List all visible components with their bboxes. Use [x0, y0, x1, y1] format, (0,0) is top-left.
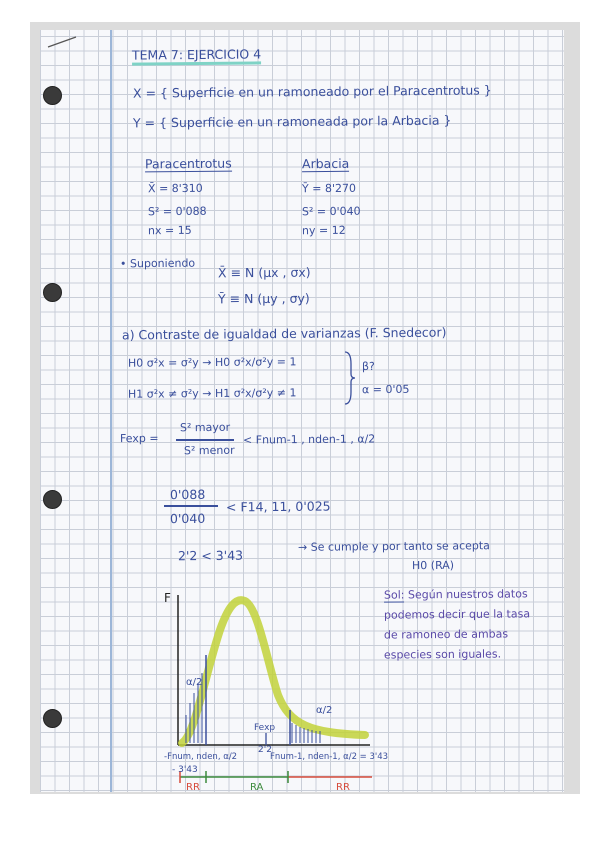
- variance-x: S² = 0'088: [147, 204, 207, 219]
- f-distribution-svg: [150, 585, 390, 795]
- assumption-y: Ȳ ≡ N (μy , σy): [217, 290, 310, 307]
- alt-hypothesis: H1 σ²x ≠ σ²y → H1 σ²x/σ²y ≠ 1: [127, 386, 297, 401]
- assumption-label: • Suponiendo: [119, 256, 196, 271]
- fexp-marker-label: Fexp: [254, 723, 276, 733]
- result-conclusion-h0: H0 (RA): [411, 558, 455, 573]
- result-comparison: 2'2 < 3'43: [177, 547, 244, 564]
- solution-label: Sol:: [383, 588, 405, 602]
- binder-hole: [43, 709, 62, 728]
- calc-denominator: 0'040: [169, 510, 206, 527]
- left-critical-label: -Fnum, nden, α/2: [164, 752, 238, 762]
- column-heading-arbacia: Arbacia: [301, 155, 350, 172]
- n-x: nx = 15: [147, 223, 192, 238]
- beta-label: β?: [361, 359, 375, 374]
- binder-hole: [43, 490, 62, 509]
- fexp-label: Fexp =: [119, 431, 159, 446]
- graph-y-label: F: [164, 591, 171, 605]
- solution-line-3: de ramoneo de ambas: [383, 627, 509, 642]
- f-distribution-sketch: [150, 585, 390, 799]
- fexp-denominator: S² menor: [183, 443, 235, 458]
- assumption-x: X̄ ≡ N (μx , σx): [217, 264, 311, 281]
- binder-hole: [43, 283, 62, 302]
- rr-left-label: RR: [186, 782, 200, 793]
- fexp-critical: < Fnum-1 , nden-1 , α/2: [242, 432, 376, 447]
- ra-label: RA: [250, 782, 264, 793]
- part-a-heading: a) Contraste de igualdad de varianzas (F. Snedecor): [121, 324, 447, 343]
- fraction-bar: [176, 439, 234, 441]
- solution-line-4: especies son iguales.: [383, 647, 502, 662]
- page-title: TEMA 7: EJERCICIO 4: [132, 46, 261, 65]
- hypothesis-brace: [343, 350, 357, 406]
- result-conclusion: → Se cumple y por tanto se acepta: [297, 539, 490, 554]
- column-heading-paracentrotus: Paracentrotus: [144, 155, 232, 172]
- alpha-left-label: α/2: [186, 677, 203, 688]
- density-curve: [182, 600, 365, 743]
- mean-y: Ȳ = 8'270: [301, 181, 357, 196]
- definition-x: X = { Superficie en un ramoneado por el Paracentrotus }: [132, 82, 492, 101]
- calc-critical: < F14, 11, 0'025: [225, 498, 331, 515]
- variance-y: S² = 0'040: [301, 204, 361, 219]
- solution-line-1: Según nuestros datos: [407, 587, 528, 602]
- fexp-marker-value: 2'2: [258, 745, 272, 755]
- alpha-label: α = 0'05: [361, 382, 410, 397]
- left-critical-value: - 3'43: [172, 765, 198, 775]
- pencil-mark: [46, 34, 80, 50]
- n-y: ny = 12: [301, 223, 346, 238]
- alpha-right-label: α/2: [316, 705, 333, 716]
- definition-y: Y = { Superficie en un ramoneada por la Arbacia }: [132, 112, 452, 131]
- null-hypothesis: H0 σ²x = σ²y → H0 σ²x/σ²y = 1: [127, 355, 297, 370]
- solution-text-line1: [384, 587, 528, 601]
- mean-x: X̄ = 8'310: [147, 181, 203, 196]
- calc-numerator: 0'088: [169, 486, 206, 503]
- fexp-numerator: S² mayor: [179, 420, 231, 435]
- fraction-bar: [164, 505, 218, 507]
- right-critical-label: Fnum-1, nden-1, α/2 = 3'43: [270, 752, 389, 762]
- rr-right-label: RR: [336, 782, 350, 793]
- binder-hole: [43, 86, 62, 105]
- solution-line-2: podemos decir que la tasa: [383, 607, 531, 622]
- margin-line: [110, 30, 112, 792]
